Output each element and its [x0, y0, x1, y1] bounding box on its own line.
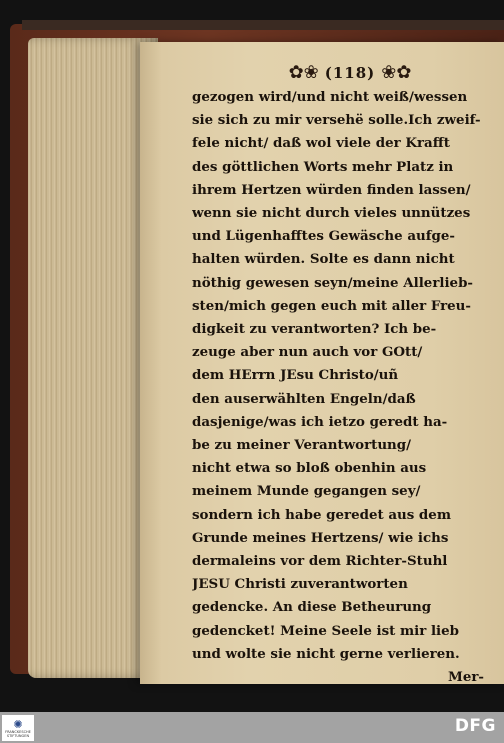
text-line: sie sich zu mir versehë solle.Ich zweif- [192, 112, 481, 129]
catchword: Mer- [448, 669, 484, 686]
text-line: und Lügenhafftes Gewäsche aufge- [192, 228, 455, 245]
text-line: dermaleins vor dem Richter-Stuhl [192, 553, 448, 570]
page-edges [28, 38, 158, 678]
text-line: ihrem Hertzen würden finden lassen/ [192, 181, 471, 198]
text-line: dasjenige/was ich ietzo geredt ha- [192, 413, 448, 430]
ornament-right-icon: ❀✿ [381, 62, 412, 83]
text-line: sondern ich habe geredet aus dem [192, 506, 451, 523]
text-line: meinem Munde gegangen sey/ [192, 483, 421, 500]
book-cover-top [22, 20, 504, 30]
institution-logo-text: FRANCKESCHE STIFTUNGEN [5, 729, 31, 738]
page-number: (118) [324, 64, 376, 82]
text-line: gedencket! Meine Seele ist mir lieb [192, 622, 460, 639]
text-line: digkeit zu verantworten? Ich be- [192, 321, 437, 338]
text-line: wenn sie nicht durch vieles unnützes [192, 205, 471, 222]
text-line: nicht etwa so bloß obenhin aus [192, 460, 427, 477]
dfg-logo[interactable]: DFG [454, 716, 496, 736]
institution-logo[interactable] [2, 715, 34, 741]
text-line: dem HErrn JEsu Christo/uñ [192, 367, 399, 384]
text-line: JESU Christi zuverantworten [192, 576, 408, 593]
page-header [280, 62, 420, 84]
text-line: Grunde meines Hertzens/ wie ichs [192, 529, 449, 546]
page-text [192, 86, 484, 689]
viewer-footer-bar [0, 712, 504, 743]
text-line: nöthig gewesen seyn/meine Allerlieb- [192, 274, 473, 291]
text-line: des göttlichen Worts mehr Platz in [192, 158, 454, 175]
text-line: zeuge aber nun auch vor GOtt/ [192, 344, 423, 361]
text-line: be zu meiner Verantwortung/ [192, 437, 412, 454]
text-line: sten/mich gegen euch mit aller Freu- [192, 297, 471, 314]
text-line: gedencke. An diese Betheurung [192, 599, 432, 616]
text-line: den auserwählten Engeln/daß [192, 390, 416, 407]
text-line: gezogen wird/und nicht weiß/wessen [192, 89, 468, 105]
institution-logo-icon: ✺ [13, 717, 23, 731]
text-line: halten würden. Solte es dann nicht [192, 251, 455, 268]
text-line: und wolte sie nicht gerne verlieren. [192, 645, 460, 662]
text-line: fele nicht/ daß wol viele der Krafft [192, 135, 450, 152]
ornament-left-icon: ✿❀ [288, 62, 319, 83]
